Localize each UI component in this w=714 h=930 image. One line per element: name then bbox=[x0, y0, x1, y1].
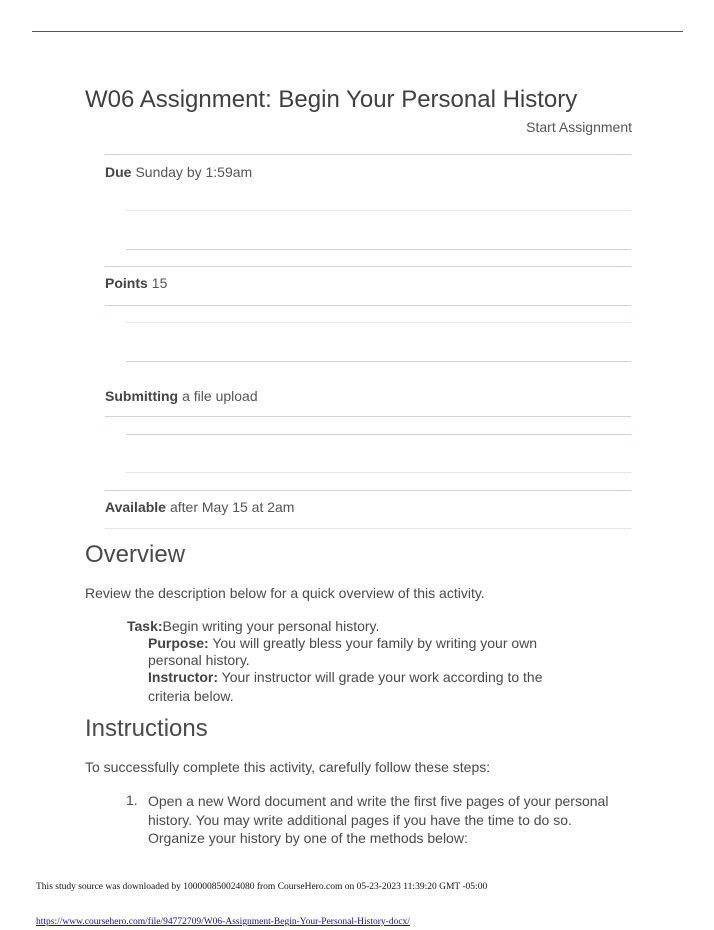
divider bbox=[126, 322, 631, 323]
divider bbox=[105, 266, 631, 267]
source-link[interactable]: https://www.coursehero.com/file/94772709/W06-Assignment-Begin-Your-Personal-History-docx/ bbox=[36, 917, 410, 927]
assignment-title: W06 Assignment: Begin Your Personal History bbox=[85, 86, 578, 113]
purpose-label: Purpose: bbox=[148, 635, 209, 651]
due-label: Due bbox=[105, 164, 132, 180]
points-detail bbox=[105, 275, 167, 291]
overview-heading: Overview bbox=[85, 541, 186, 568]
instructions-intro: To successfully complete this activity, carefully follow these steps: bbox=[85, 759, 491, 775]
purpose-line bbox=[148, 635, 537, 651]
instructor-text: Your instructor will grade your work according to the bbox=[221, 669, 543, 685]
divider bbox=[126, 472, 631, 473]
task-line bbox=[127, 618, 379, 634]
purpose-line-2: personal history. bbox=[148, 652, 250, 668]
available-detail bbox=[105, 499, 294, 515]
source-note: This study source was downloaded by 100000850024080 from CourseHero.com on 05-23-2023 11:39:20 GMT -05:00 bbox=[36, 882, 488, 892]
instructor-label: Instructor: bbox=[148, 669, 218, 685]
start-assignment-link[interactable]: Start Assignment bbox=[526, 119, 632, 135]
divider bbox=[126, 434, 631, 435]
submitting-detail bbox=[105, 388, 258, 404]
step-text: Open a new Word document and write the first five pages of your personal history. You may write additional pages if you have the time to do so. Organize your history by one of the methods below: bbox=[148, 793, 609, 846]
top-rule bbox=[32, 31, 683, 32]
task-text: Begin writing your personal history. bbox=[162, 618, 380, 634]
points-value: 15 bbox=[151, 275, 168, 291]
divider bbox=[105, 490, 631, 491]
divider bbox=[105, 305, 631, 306]
instructor-line bbox=[148, 669, 543, 685]
due-detail bbox=[105, 164, 252, 180]
divider bbox=[126, 249, 631, 250]
points-label: Points bbox=[105, 275, 148, 291]
task-label: Task: bbox=[127, 618, 163, 634]
overview-intro: Review the description below for a quick overview of this activity. bbox=[85, 585, 485, 601]
available-value: after May 15 at 2am bbox=[169, 499, 295, 515]
step-number: 1. bbox=[126, 792, 138, 808]
divider bbox=[126, 361, 631, 362]
submitting-label: Submitting bbox=[105, 388, 179, 404]
divider bbox=[105, 416, 631, 417]
divider bbox=[105, 528, 631, 529]
instructor-line-2: criteria below. bbox=[148, 688, 234, 704]
available-label: Available bbox=[105, 499, 166, 515]
divider bbox=[105, 154, 631, 155]
submitting-value: a file upload bbox=[182, 388, 258, 404]
purpose-text: You will greatly bless your family by writing your own bbox=[212, 635, 538, 651]
instructions-heading: Instructions bbox=[85, 715, 208, 742]
due-value: Sunday by 1:59am bbox=[135, 164, 253, 180]
divider bbox=[126, 210, 631, 211]
